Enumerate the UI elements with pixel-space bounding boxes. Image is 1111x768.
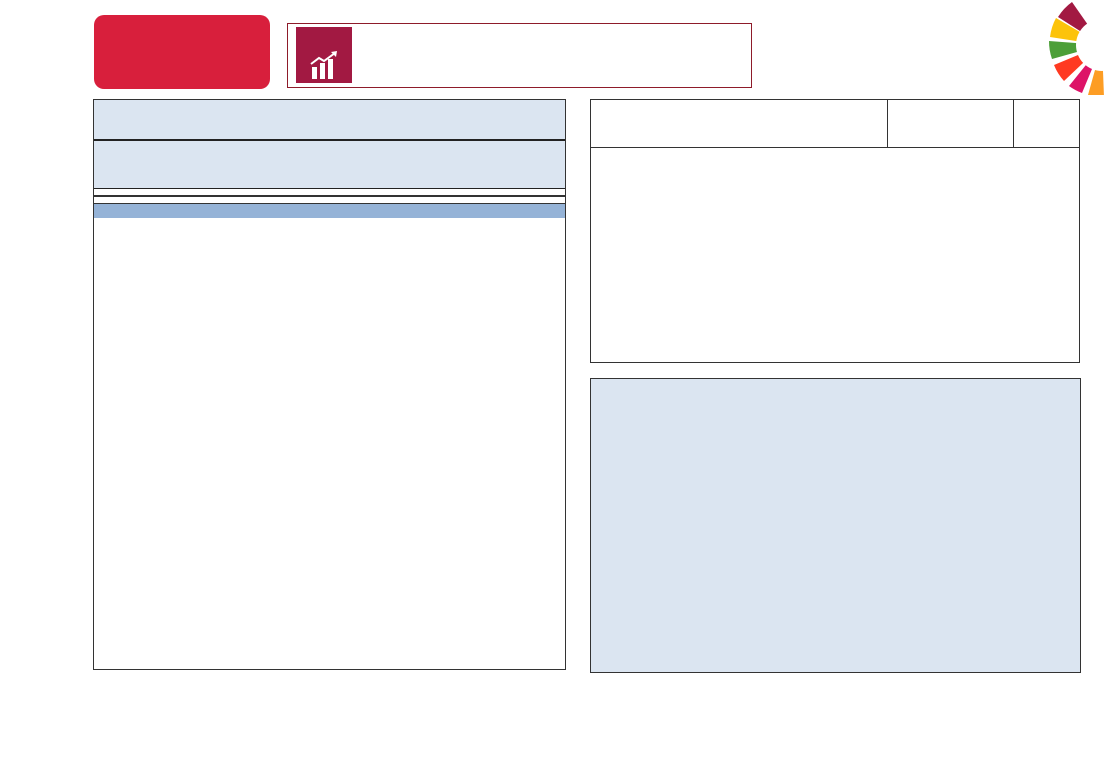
table-body bbox=[94, 189, 565, 218]
document-title-box bbox=[287, 23, 752, 88]
comunitat-valenciana-badge bbox=[94, 15, 270, 89]
commentary-box bbox=[590, 378, 1081, 673]
ces-cv-logo bbox=[778, 22, 948, 74]
summary-table bbox=[590, 99, 1080, 363]
sdg-wheel-icon bbox=[1020, 0, 1111, 95]
sdg-8-icon bbox=[296, 27, 352, 83]
summary-table-header bbox=[591, 100, 1079, 148]
table-row-espana bbox=[94, 203, 565, 218]
table-header-row bbox=[94, 141, 565, 189]
table-title bbox=[94, 100, 565, 141]
growth-chart-icon bbox=[309, 51, 339, 79]
column-header-cv bbox=[887, 100, 1013, 148]
regional-wage-variation-table bbox=[93, 99, 566, 670]
column-header-espana bbox=[1013, 100, 1079, 148]
